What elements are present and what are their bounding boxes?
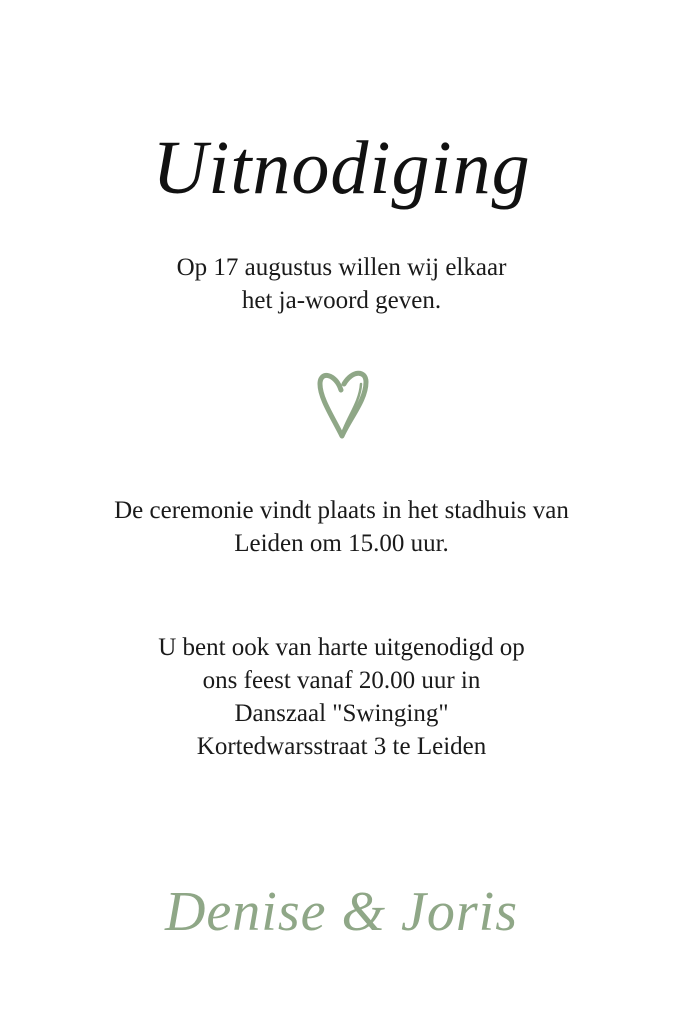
intro-line: het ja-woord geven. <box>241 287 442 314</box>
intro-text <box>0 251 683 317</box>
party-text <box>0 631 683 763</box>
party-line: U bent ook van harte uitgenodigd op <box>158 634 525 661</box>
party-line: ons feest vanaf 20.00 uur in <box>202 667 481 694</box>
heart-icon <box>314 368 370 440</box>
party-line: Danszaal "Swinging" <box>234 700 449 727</box>
intro-line: Op 17 augustus willen wij elkaar <box>176 254 507 281</box>
couple-names: Denise & Joris <box>164 881 519 943</box>
ceremony-text <box>0 494 683 560</box>
party-line: Kortedwarsstraat 3 te Leiden <box>196 733 487 760</box>
ceremony-line: De ceremonie vindt plaats in het stadhuis van <box>114 497 569 524</box>
invitation-title: Uitnodiging <box>152 126 531 210</box>
ceremony-line: Leiden om 15.00 uur. <box>234 530 449 557</box>
heart-stroke <box>320 373 366 436</box>
